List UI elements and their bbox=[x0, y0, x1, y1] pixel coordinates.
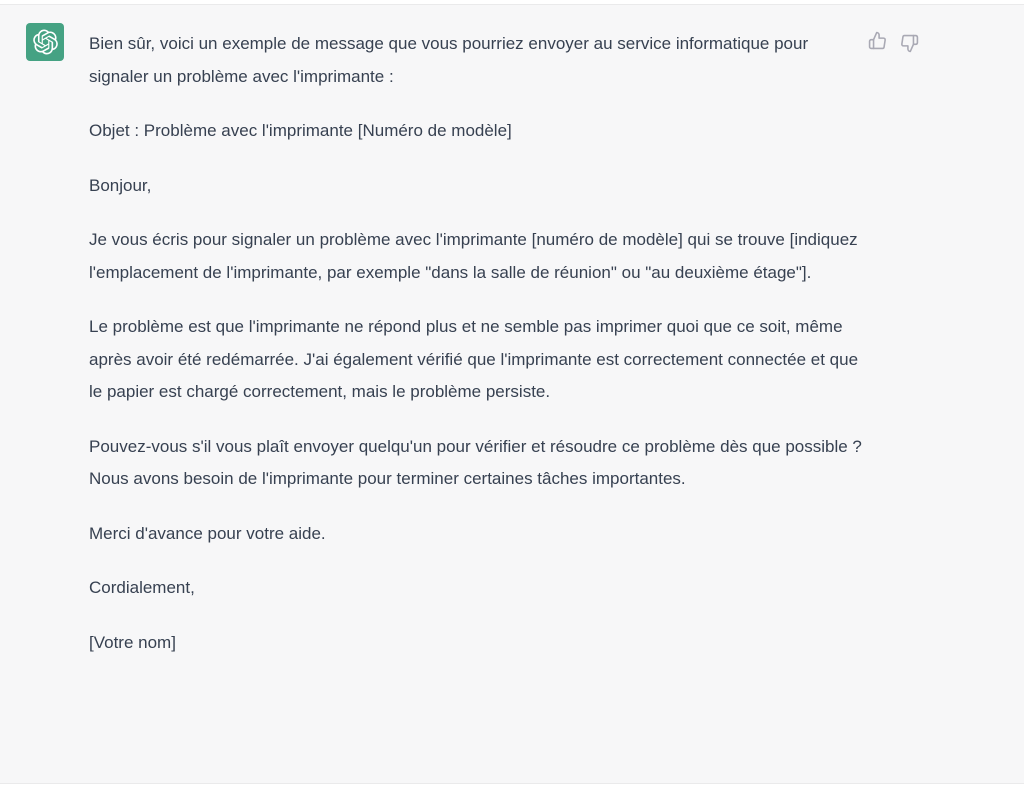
message-paragraph: Bien sûr, voici un exemple de message que vous pourriez envoyer au service informatique pour signaler un problème avec l'imprimante : bbox=[89, 34, 809, 86]
thumbs-up-button[interactable] bbox=[868, 29, 887, 51]
thumbs-up-icon bbox=[868, 31, 887, 50]
message-paragraph: Le problème est que l'imprimante ne répond plus et ne semble pas imprimer quoi que ce soit, même après avoir été redémarrée. J'ai également vérifié que l'imprimante est correctement connectée et que le papier est chargé correctement, mais le problème persiste. bbox=[89, 317, 859, 401]
message-paragraph: Objet : Problème avec l'imprimante [Numéro de modèle] bbox=[89, 121, 512, 140]
thumbs-down-icon bbox=[900, 34, 919, 53]
message-paragraph: Cordialement, bbox=[89, 578, 195, 597]
message-paragraph: Merci d'avance pour votre aide. bbox=[89, 523, 326, 543]
message-actions bbox=[868, 23, 919, 54]
thumbs-down-button[interactable] bbox=[900, 32, 919, 54]
message-row bbox=[0, 5, 1024, 659]
message-content bbox=[89, 23, 862, 659]
message-paragraph: Bonjour, bbox=[89, 175, 152, 195]
message-paragraph: [Votre nom] bbox=[89, 632, 176, 652]
message-paragraph: Je vous écris pour signaler un problème avec l'imprimante [numéro de modèle] qui se trouve [indiquez l'emplacement de l'imprimante, par exemple "dans la salle de réunion" ou "au deuxième étage"]. bbox=[89, 230, 858, 282]
openai-logo-icon bbox=[32, 29, 58, 55]
assistant-message bbox=[0, 4, 1024, 784]
chatgpt-avatar bbox=[26, 23, 64, 61]
message-paragraph: Pouvez-vous s'il vous plaît envoyer quelqu'un pour vérifier et résoudre ce problème dès que possible ? Nous avons besoin de l'imprimante pour terminer certaines tâches importantes. bbox=[89, 436, 862, 488]
